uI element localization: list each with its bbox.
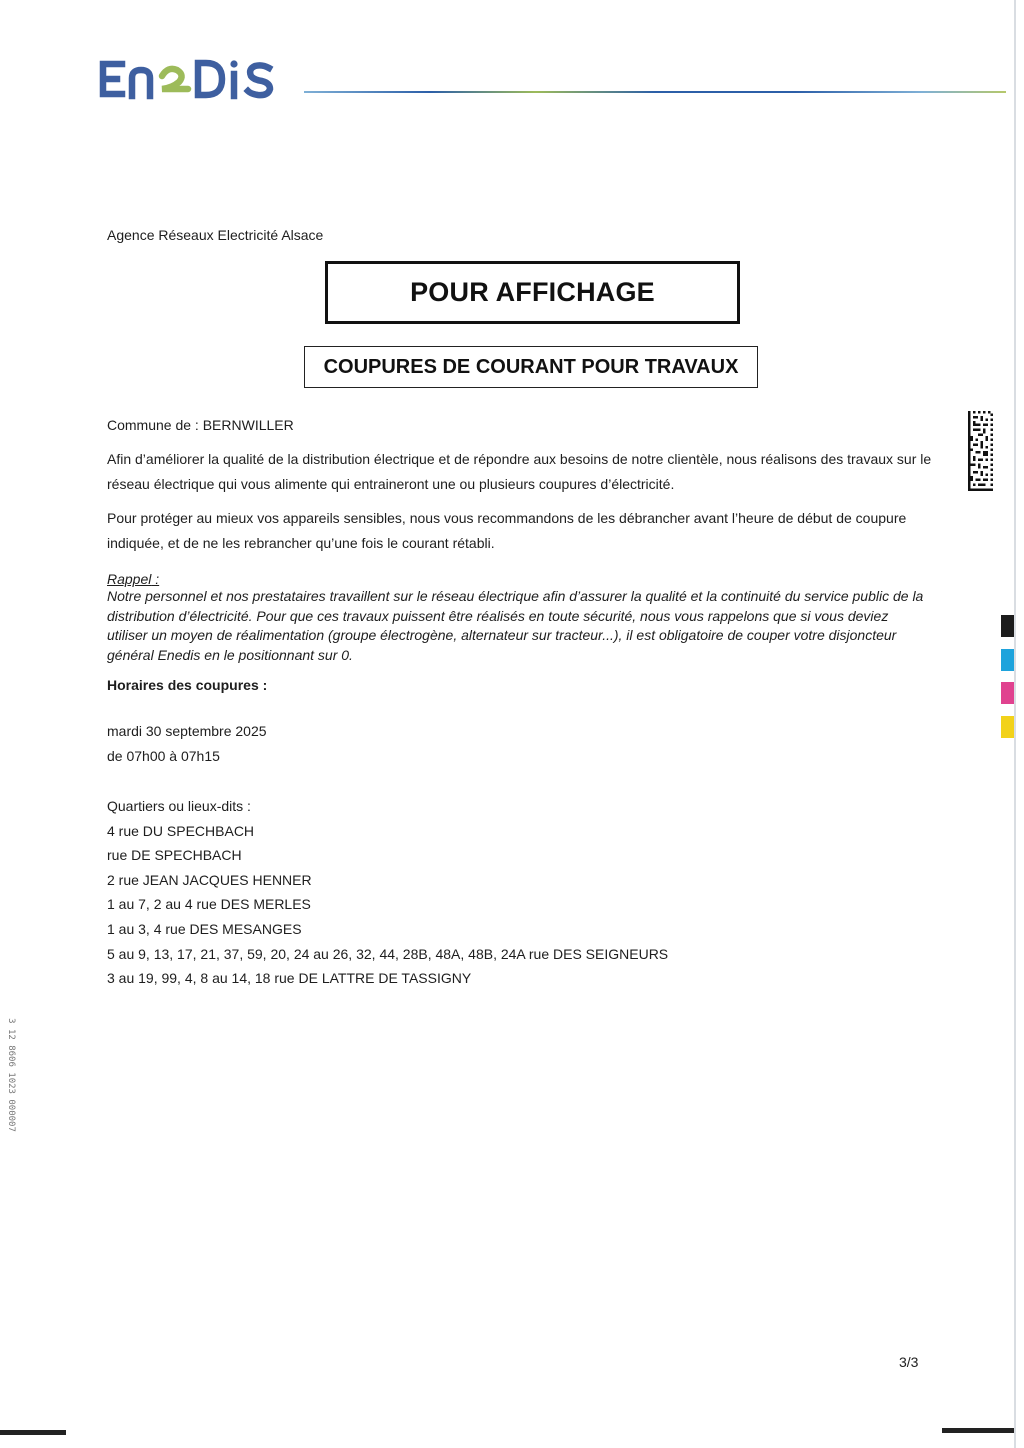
location-item: rue DE SPECHBACH: [107, 847, 242, 864]
reminder-label: Rappel: [107, 571, 152, 587]
locations-heading: Quartiers ou lieux-dits :: [107, 798, 251, 814]
color-swatch-black: [1001, 615, 1014, 637]
intro-paragraph: Afin d’améliorer la qualité de la distribution électrique et de répondre aux besoins de notre clientèle, nous réalisons des travaux sur le réseau électrique qui vous alimente qui entraineront une ou plusieurs coupures d’électricité.: [107, 451, 932, 492]
page-number: 3/3: [899, 1354, 919, 1370]
commune: Commune de : BERNWILLER: [107, 417, 294, 433]
side-print-code: 3 12 8606 1023 000007: [5, 1018, 16, 1132]
location-item: 5 au 9, 13, 17, 21, 37, 59, 20, 24 au 26, 32, 44, 28B, 48A, 48B, 24A rue DES SEIGNEURS: [107, 945, 669, 962]
schedule-heading: Horaires des coupures :: [107, 677, 268, 693]
page-edge: [1014, 0, 1016, 1448]
crop-mark-right: [942, 1428, 1014, 1433]
location-item: 1 au 7, 2 au 4 rue DES MERLES: [107, 896, 311, 913]
location-item: 3 au 19, 99, 4, 8 au 14, 18 rue DE LATTRE DE TASSIGNY: [107, 970, 472, 987]
subheadline-box: [304, 346, 758, 388]
logo-rule-line: [304, 91, 1006, 93]
headline: POUR AFFICHAGE: [410, 277, 655, 307]
schedule-date: mardi 30 septembre 2025: [107, 723, 267, 739]
reminder-heading: [107, 569, 159, 589]
subheadline: COUPURES DE COURANT POUR TRAVAUX: [323, 355, 739, 378]
location-item: 1 au 3, 4 rue DES MESANGES: [107, 920, 302, 937]
protect-paragraph: Pour protéger au mieux vos appareils sensibles, nous vous recommandons de les débrancher avant l’heure de début de coupure indiquée, et de ne les rebrancher qu’une fois le courant rétabli.: [107, 510, 907, 551]
reminder-label-suffix: :: [151, 571, 160, 587]
agency-name: Agence Réseaux Electricité Alsace: [107, 227, 324, 243]
locations-list: [107, 794, 668, 991]
datamatrix-code: [968, 411, 993, 491]
schedule-time: de 07h00 à 07h15: [107, 748, 220, 764]
color-swatch-magenta: [1001, 682, 1014, 704]
crop-mark-left: [0, 1430, 66, 1435]
color-swatch-yellow: [1001, 716, 1014, 738]
location-item: 2 rue JEAN JACQUES HENNER: [107, 871, 312, 888]
headline-box: [325, 261, 740, 324]
reminder-text: Notre personnel et nos prestataires travaillent sur le réseau électrique afin d’assurer la qualité et la continuité du service public de la distribution d’électricité. Pour que ces travaux puissent être réalisés en toute sécurité, nous vous rappelons que si vous deviez utiliser un moyen de réalimentation (groupe électrogène, alternateur sur tracteur...), il est obligatoire de couper votre disjoncteur général Enedis en le positionnant sur 0.: [107, 588, 924, 663]
color-swatch-cyan: [1001, 649, 1014, 671]
location-item: 4 rue DU SPECHBACH: [107, 822, 255, 839]
enedis-logo: [98, 58, 294, 100]
